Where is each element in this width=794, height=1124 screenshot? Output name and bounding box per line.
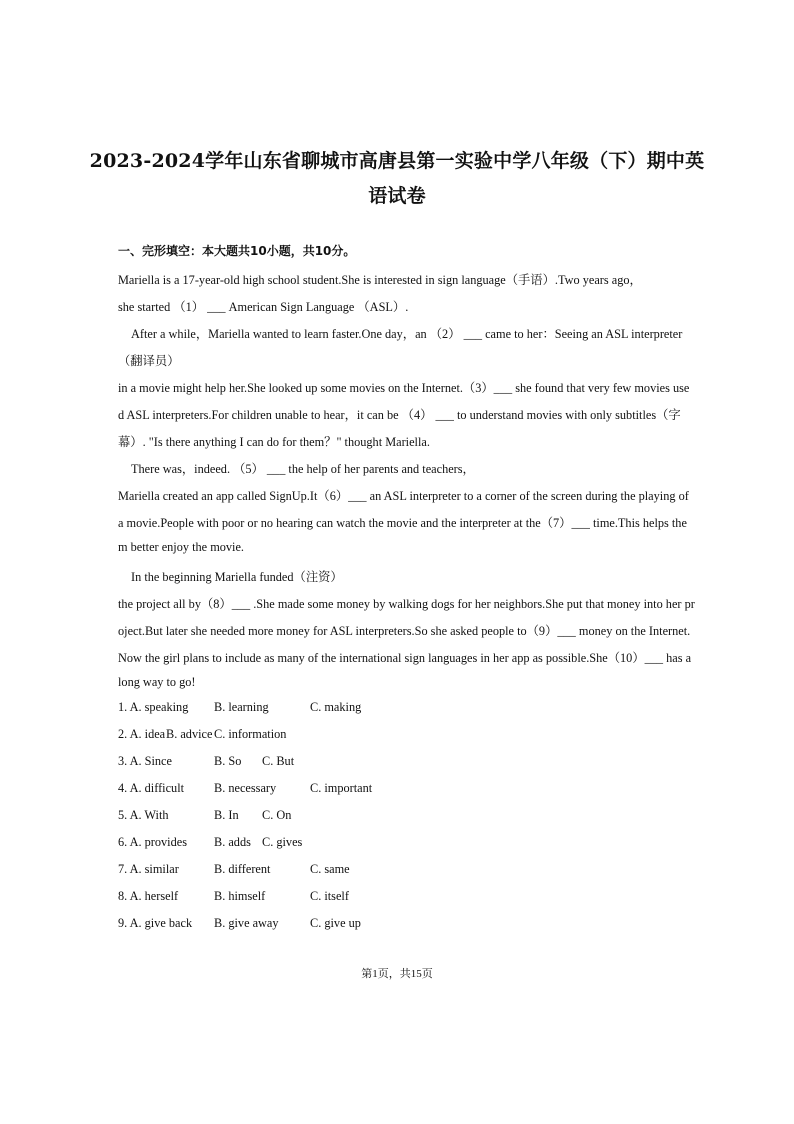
option-c: C. same	[310, 862, 350, 876]
option-b: B. learning	[214, 700, 269, 714]
passage-line: the project all by（8）___ .She made some money by walking dogs for her neighbors.She put that money into her pr	[118, 597, 695, 611]
option-c: C. important	[310, 781, 373, 795]
option-a: 1. A. speaking	[118, 700, 189, 714]
option-a: 5. A. With	[118, 808, 169, 822]
option-b: B. advice	[166, 727, 213, 741]
option-a: 8. A. herself	[118, 889, 179, 903]
option-b: B. In	[214, 808, 239, 822]
option-b: B. different	[214, 862, 271, 876]
option-c: C. But	[262, 754, 295, 768]
option-b: B. himself	[214, 889, 266, 903]
passage-line: In the beginning Mariella funded（注资）	[131, 570, 343, 584]
section-heading: 一、完形填空：本大题共10小题，共10分。	[118, 244, 356, 258]
passage-line: long way to go!	[118, 675, 196, 689]
page-title-line-2: 语试卷	[368, 185, 426, 207]
passage-line: in a movie might help her.She looked up some movies on the Internet.（3）___ she found that very few movies use	[118, 381, 690, 395]
option-c: C. give up	[310, 916, 361, 930]
option-c: C. gives	[262, 835, 303, 849]
option-b: B. give away	[214, 916, 279, 930]
passage-line: she started （1） ___ American Sign Language （ASL）.	[118, 300, 409, 314]
passage-line: 幕）. "Is there anything I can do for them？" thought Mariella.	[118, 435, 430, 449]
passage-line: m better enjoy the movie.	[118, 540, 245, 554]
option-a: 3. A. Since	[118, 754, 172, 768]
passage-line: Now the girl plans to include as many of the international sign languages in her app as possible.She（10）___ has a	[118, 651, 692, 665]
page-title-line-1: 2023-2024学年山东省聊城市高唐县第一实验中学八年级（下）期中英	[89, 150, 705, 172]
option-a: 9. A. give back	[118, 916, 193, 930]
passage-line: d ASL interpreters.For children unable to hear，it can be （4） ___ to understand movies with only subtitles（字	[118, 408, 681, 422]
passage-line: Mariella created an app called SignUp.It（6）___ an ASL interpreter to a corner of the screen during the playing of	[118, 489, 689, 503]
passage-line: After a while，Mariella wanted to learn faster.One day，an （2） ___ came to her：Seeing an ASL interpreter	[131, 327, 683, 341]
page-number: 第1页，共15页	[361, 968, 433, 980]
option-b: B. necessary	[214, 781, 277, 795]
passage-line: There was，indeed. （5） ___ the help of her parents and teachers，	[131, 462, 475, 476]
passage-line: a movie.People with poor or no hearing can watch the movie and the interpreter at the（7）___ time.This helps the	[118, 516, 687, 530]
option-a: 6. A. provides	[118, 835, 187, 849]
option-a: 7. A. similar	[118, 862, 179, 876]
option-b: B. adds	[214, 835, 251, 849]
option-c: C. On	[262, 808, 292, 822]
option-c: C. information	[214, 727, 287, 741]
passage-line: oject.But later she needed more money for ASL interpreters.So she asked people to（9）___ money on the Internet.	[118, 624, 691, 638]
option-c: C. itself	[310, 889, 349, 903]
option-c: C. making	[310, 700, 362, 714]
option-b: B. So	[214, 754, 242, 768]
passage-line: Mariella is a 17-year-old high school student.She is interested in sign language（手语）.Two years ago，	[118, 273, 642, 287]
option-a: 4. A. difficult	[118, 781, 185, 795]
passage-line: （翻译员）	[118, 354, 180, 368]
option-a: 2. A. idea	[118, 727, 166, 741]
